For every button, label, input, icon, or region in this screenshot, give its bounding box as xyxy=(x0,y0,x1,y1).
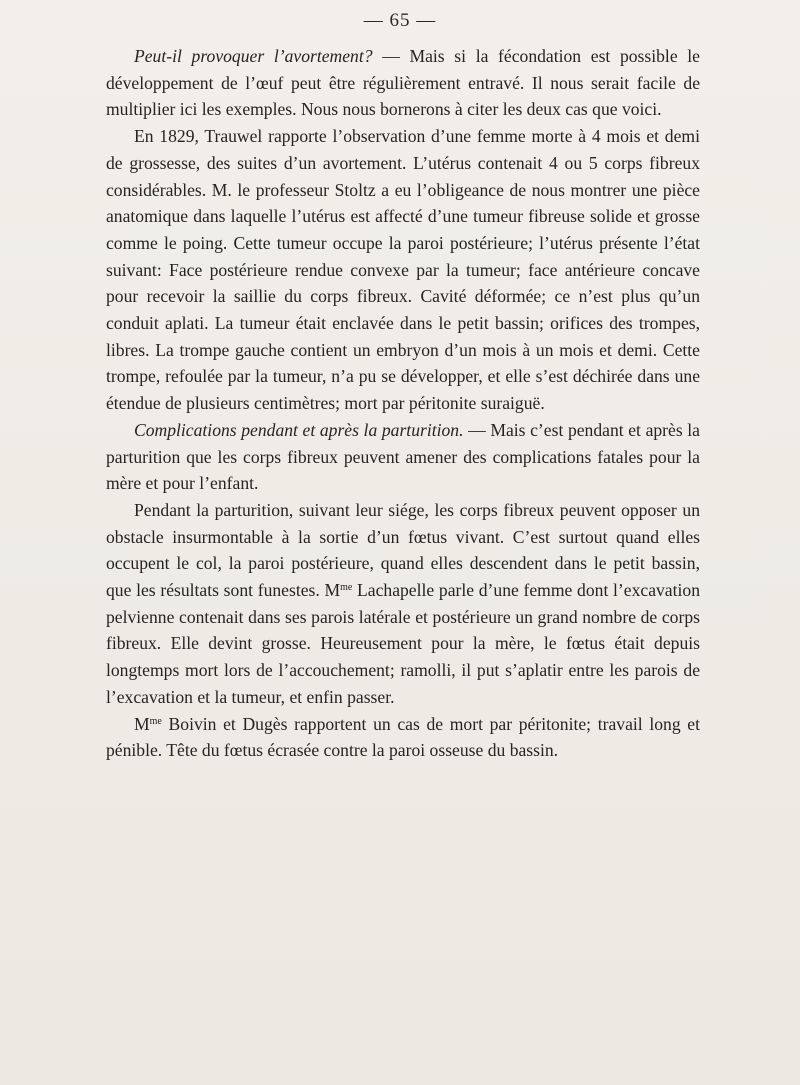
paragraph-5-superscript: me xyxy=(149,715,162,727)
section-heading-complications: Complications pendant et après la parturition. xyxy=(134,419,464,440)
paragraph-4-text-a: Pendant la parturition, suivant leur siége, les corps fibreux peuvent opposer un obstacle insurmontable à la sortie d’un fœtus vivant. C’est surtout quand elles occupent le col, la paroi postérieure, quand elles descendent dans le petit bassin, que les résultats sont funestes. M xyxy=(106,499,700,601)
paragraph-5-prefix: M xyxy=(134,713,150,734)
paragraph-1-text: — Mais si la fécondation est possible le développement de l’œuf peut être régulièrement entravé. Il nous serait facile de multiplier ici les exemples. Nous nous bornerons à citer les deux cas que voici. xyxy=(106,46,700,120)
paragraph-3-text: — Mais c’est pendant et après la parturition que les corps fibreux peuvent amener des complications fatales pour la mère et pour l’enfant. xyxy=(106,419,700,494)
paragraph-4-superscript: me xyxy=(340,582,353,594)
body-text xyxy=(106,43,700,764)
paragraph-3 xyxy=(106,417,700,497)
paragraph-2: En 1829, Trauwel rapporte l’observation d’une femme morte à 4 mois et demi de grossesse, des suites d’un avortement. L’utérus contenait 4 ou 5 corps fibreux considérables. M. le professeur Stoltz a eu l’obligeance de nous montrer une pièce anatomique dans laquelle l’utérus est affecté d’une tumeur fibreuse solide et grosse comme le poing. Cette tumeur occupe la paroi postérieure; l’utérus présente l’état suivant: Face postérieure rendue convexe par la tumeur; face antérieure concave pour recevoir la saillie du corps fibreux. Cavité déformée; ce n’est plus qu’un conduit aplati. La tumeur était enclavée dans le petit bassin; orifices des trompes, libres. La trompe gauche contient un embryon d’un mois à un mois et demi. Cette trompe, refoulée par la tumeur, n’a pu se développer, et elle s’est déchirée dans une étendue de plusieurs centimètres; mort par péritonite suraiguë. xyxy=(106,126,700,414)
paragraph-5-text: Boivin et Dugès rapportent un cas de mort par péritonite; travail long et pénible. Tête du fœtus écrasée contre la paroi osseuse du bassin. xyxy=(106,713,700,761)
paragraph-5 xyxy=(106,711,700,764)
section-heading-avortement: Peut-il provoquer l’avortement? xyxy=(134,46,373,66)
paragraph-1 xyxy=(106,43,700,123)
paragraph-4 xyxy=(106,497,700,711)
page-number-header: — 65 — xyxy=(363,10,437,31)
paragraph-4-text-b: Lachapelle parle d’une femme dont l’excavation pelvienne contenait dans ses parois latérale et postérieure un grand nombre de corps fibreux. Elle devint grosse. Heureusement pour la mère, le fœtus était depuis longtemps mort lors de l’accouchement; ramolli, il put s’aplatir entre les parois de l’excavation et la tumeur, et enfin passer. xyxy=(106,580,700,707)
